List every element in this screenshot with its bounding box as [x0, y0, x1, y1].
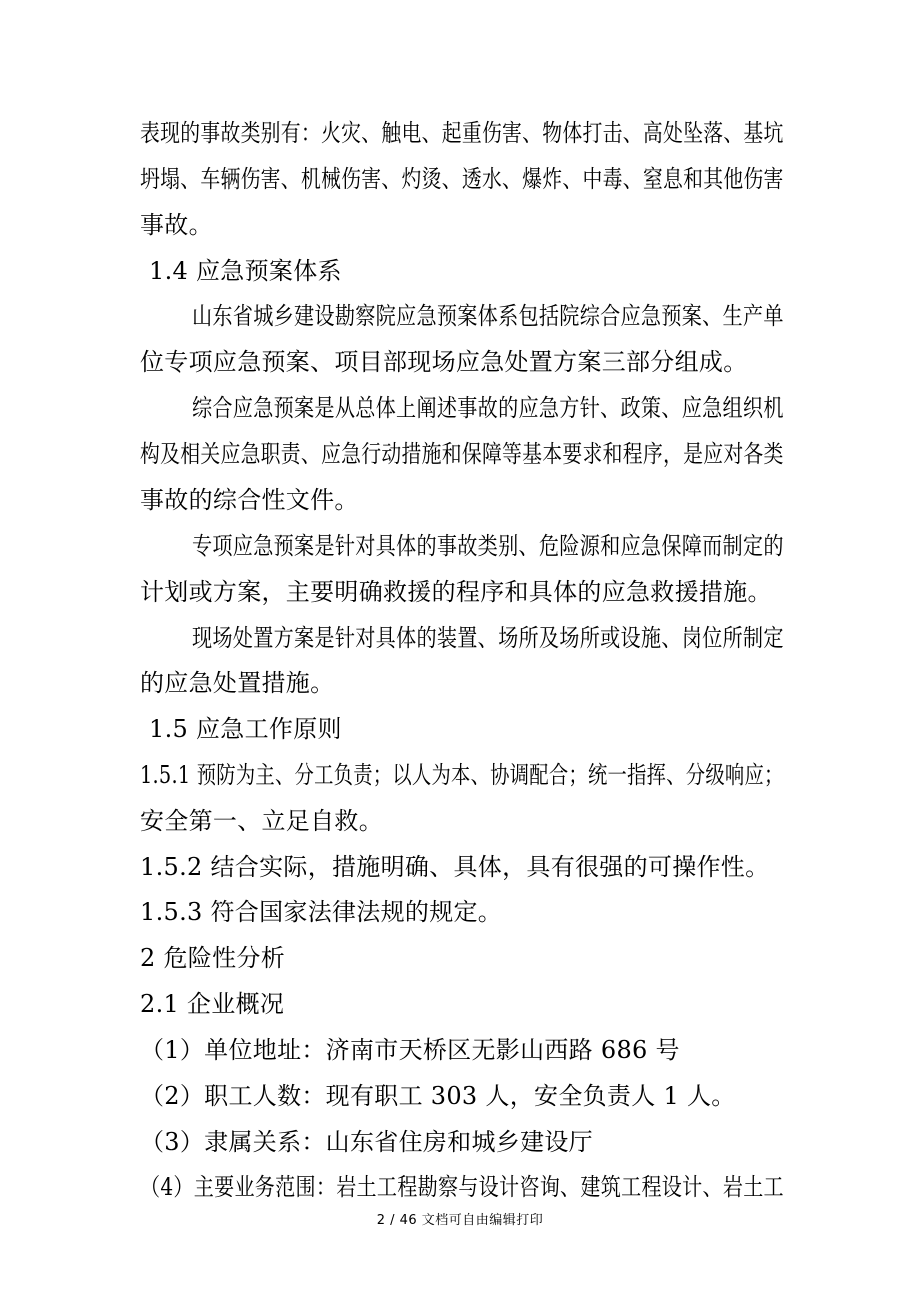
paragraph-first-line: 现场处置方案是针对具体的装置、场所及场所或设施、岗位所制定 [192, 624, 784, 652]
list-item-line: 1.5.1 预防为主、分工负责；以人为本、协调配合；统一指挥、分级响应； [140, 761, 784, 789]
section-heading: 1.5 应急工作原则 [149, 715, 342, 743]
section-heading: 2.1 企业概况 [140, 990, 285, 1018]
body-text-line: 表现的事故类别有：火灾、触电、起重伤害、物体打击、高处坠落、基坑 [140, 119, 784, 147]
body-text-line: 坍塌、车辆伤害、机械伤害、灼烫、透水、爆炸、中毒、窒息和其他伤害 [140, 165, 784, 193]
body-text-line: 构及相关应急职责、应急行动措施和保障等基本要求和程序，是应对各类 [140, 440, 784, 468]
list-item-line: （3）隶属关系：山东省住房和城乡建设厅 [140, 1128, 593, 1156]
list-item-line: 1.5.2 结合实际，措施明确、具体，具有很强的可操作性。 [140, 853, 770, 881]
chapter-heading: 2 危险性分析 [140, 944, 285, 972]
body-text-line: 事故的综合性文件。 [140, 486, 359, 514]
list-item-line: （2）职工人数：现有职工 303 人，安全负责人 1 人。 [140, 1082, 736, 1110]
page-footer: 2 / 46 文档可自由编辑打印 [376, 1213, 544, 1228]
list-item-line: （4）主要业务范围：岩土工程勘察与设计咨询、建筑工程设计、岩土工 [140, 1173, 784, 1201]
body-text-line: 安全第一、立足自救。 [140, 807, 383, 835]
body-text-line: 事故。 [140, 211, 213, 239]
body-text-line: 计划或方案，主要明确救援的程序和具体的应急救援措施。 [140, 578, 772, 606]
section-heading: 1.4 应急预案体系 [149, 257, 342, 285]
list-item-line: （1）单位地址：济南市天桥区无影山西路 686 号 [140, 1036, 680, 1064]
list-item-line: 1.5.3 符合国家法律法规的规定。 [140, 898, 503, 926]
paragraph-first-line: 山东省城乡建设勘察院应急预案体系包括院综合应急预案、生产单 [192, 302, 784, 330]
paragraph-first-line: 综合应急预案是从总体上阐述事故的应急方针、政策、应急组织机 [192, 394, 784, 422]
paragraph-first-line: 专项应急预案是针对具体的事故类别、危险源和应急保障而制定的 [192, 532, 784, 560]
body-text-line: 的应急处置措施。 [140, 669, 335, 697]
body-text-line: 位专项应急预案、项目部现场应急处置方案三部分组成。 [140, 348, 748, 376]
